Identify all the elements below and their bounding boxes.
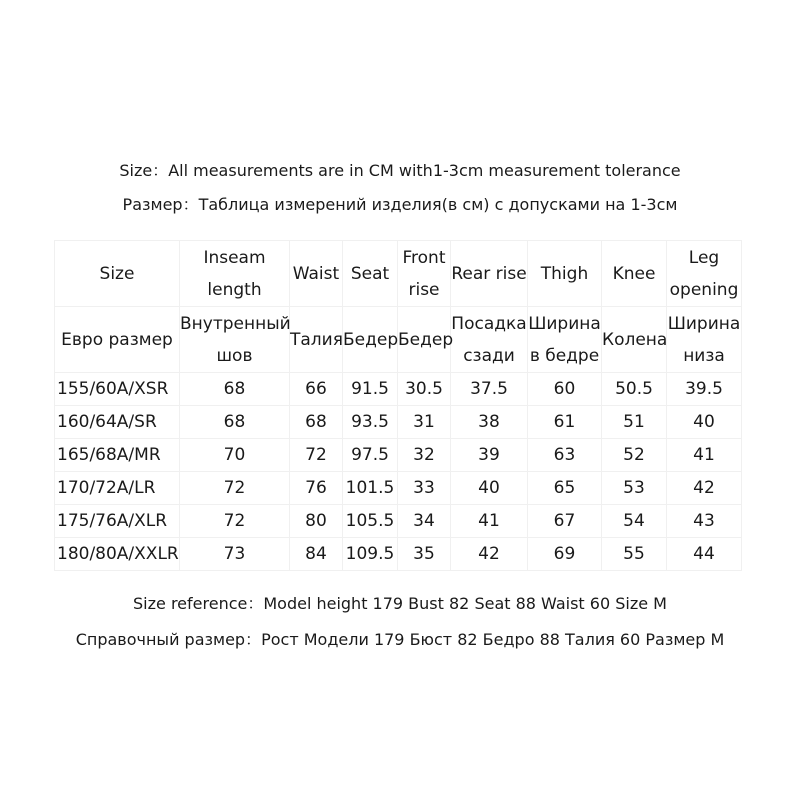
value-cell: 68	[180, 373, 290, 406]
header-label: Бедер	[343, 329, 399, 350]
value-cell: 50.5	[602, 373, 667, 406]
header-label: Талия	[290, 329, 343, 350]
header-cell	[398, 307, 454, 373]
header-label: Бедер	[398, 329, 454, 350]
value-cell: 42	[667, 472, 742, 505]
size-cell: 170/72A/LR	[55, 472, 180, 505]
value-cell: 97.5	[343, 439, 398, 472]
table-row	[55, 538, 742, 571]
size-table	[54, 240, 742, 571]
header-row-en	[55, 241, 742, 307]
header-cell	[528, 307, 602, 373]
header-label-line2: сзади	[463, 345, 515, 366]
table-row	[55, 373, 742, 406]
header-label: Inseam	[203, 247, 266, 268]
header-label: Внутренный	[180, 313, 291, 334]
header-label: Rear rise	[451, 263, 527, 284]
table-row	[55, 439, 742, 472]
table-row	[55, 472, 742, 505]
size-cell: 155/60A/XSR	[55, 373, 180, 406]
header-cell	[667, 241, 742, 307]
header-cell	[602, 241, 667, 307]
value-cell: 30.5	[398, 373, 451, 406]
header-label-line2: length	[207, 279, 262, 300]
value-cell: 40	[667, 406, 742, 439]
header-cell	[55, 241, 180, 307]
header-label-line2: шов	[216, 345, 253, 366]
value-cell: 32	[398, 439, 451, 472]
value-cell: 39	[451, 439, 528, 472]
value-cell: 55	[602, 538, 667, 571]
value-cell: 42	[451, 538, 528, 571]
value-cell: 37.5	[451, 373, 528, 406]
header-label: Leg	[688, 247, 720, 268]
value-cell: 73	[180, 538, 290, 571]
value-cell: 44	[667, 538, 742, 571]
header-label: Посадка	[451, 313, 527, 334]
header-cell	[398, 241, 451, 307]
value-cell: 68	[290, 406, 343, 439]
header-cell	[528, 241, 602, 307]
value-cell: 70	[180, 439, 290, 472]
value-cell: 63	[528, 439, 602, 472]
size-table-body	[55, 241, 742, 571]
value-cell: 72	[290, 439, 343, 472]
value-cell: 72	[180, 505, 290, 538]
value-cell: 60	[528, 373, 602, 406]
header-label: Колена	[602, 329, 668, 350]
header-label: Front	[402, 247, 446, 268]
measurement-note-en: Size：All measurements are in CM with1-3cm measurement tolerance	[119, 161, 681, 180]
header-label-line2: в бедре	[529, 345, 600, 366]
value-cell: 40	[451, 472, 528, 505]
header-label: Ширина	[667, 313, 741, 334]
value-cell: 52	[602, 439, 667, 472]
size-cell: 180/80A/XXLR	[55, 538, 180, 571]
value-cell: 101.5	[343, 472, 398, 505]
value-cell: 51	[602, 406, 667, 439]
header-label: Seat	[350, 263, 390, 284]
size-cell: 175/76A/XLR	[55, 505, 180, 538]
size-reference-en: Size reference：Model height 179 Bust 82 Seat 88 Waist 60 Size M	[133, 594, 667, 613]
header-cell	[451, 307, 528, 373]
header-cell	[602, 307, 667, 373]
header-cell	[290, 241, 343, 307]
value-cell: 34	[398, 505, 451, 538]
header-row-ru	[55, 307, 742, 373]
value-cell: 66	[290, 373, 343, 406]
size-cell: 165/68A/MR	[55, 439, 180, 472]
header-label: Thigh	[540, 263, 589, 284]
value-cell: 33	[398, 472, 451, 505]
value-cell: 39.5	[667, 373, 742, 406]
table-row	[55, 406, 742, 439]
header-label-line2: rise	[408, 279, 440, 300]
value-cell: 93.5	[343, 406, 398, 439]
header-cell	[667, 307, 742, 373]
header-label-line2: opening	[669, 279, 739, 300]
value-cell: 53	[602, 472, 667, 505]
value-cell: 80	[290, 505, 343, 538]
value-cell: 54	[602, 505, 667, 538]
header-cell	[343, 307, 398, 373]
header-cell	[180, 307, 290, 373]
value-cell: 65	[528, 472, 602, 505]
value-cell: 35	[398, 538, 451, 571]
header-label-line2: низа	[683, 345, 725, 366]
value-cell: 109.5	[343, 538, 398, 571]
value-cell: 76	[290, 472, 343, 505]
value-cell: 43	[667, 505, 742, 538]
header-cell	[55, 307, 180, 373]
header-label: Knee	[612, 263, 656, 284]
header-label: Ширина	[528, 313, 601, 334]
value-cell: 31	[398, 406, 451, 439]
header-cell	[180, 241, 290, 307]
header-label: Евро размер	[61, 329, 173, 350]
header-cell	[290, 307, 343, 373]
value-cell: 69	[528, 538, 602, 571]
measurement-note-ru: Размер：Таблица измерений изделия(в см) с допусками на 1-3см	[122, 195, 678, 214]
value-cell: 68	[180, 406, 290, 439]
header-cell	[343, 241, 398, 307]
header-label: Waist	[292, 263, 340, 284]
value-cell: 105.5	[343, 505, 398, 538]
header-cell	[451, 241, 528, 307]
value-cell: 91.5	[343, 373, 398, 406]
value-cell: 38	[451, 406, 528, 439]
value-cell: 61	[528, 406, 602, 439]
value-cell: 41	[451, 505, 528, 538]
value-cell: 84	[290, 538, 343, 571]
value-cell: 72	[180, 472, 290, 505]
value-cell: 67	[528, 505, 602, 538]
header-label: Size	[99, 263, 135, 284]
value-cell: 41	[667, 439, 742, 472]
size-cell: 160/64A/SR	[55, 406, 180, 439]
table-row	[55, 505, 742, 538]
size-reference-ru: Справочный размер：Рост Модели 179 Бюст 82 Бедро 88 Талия 60 Размер M	[75, 630, 725, 649]
